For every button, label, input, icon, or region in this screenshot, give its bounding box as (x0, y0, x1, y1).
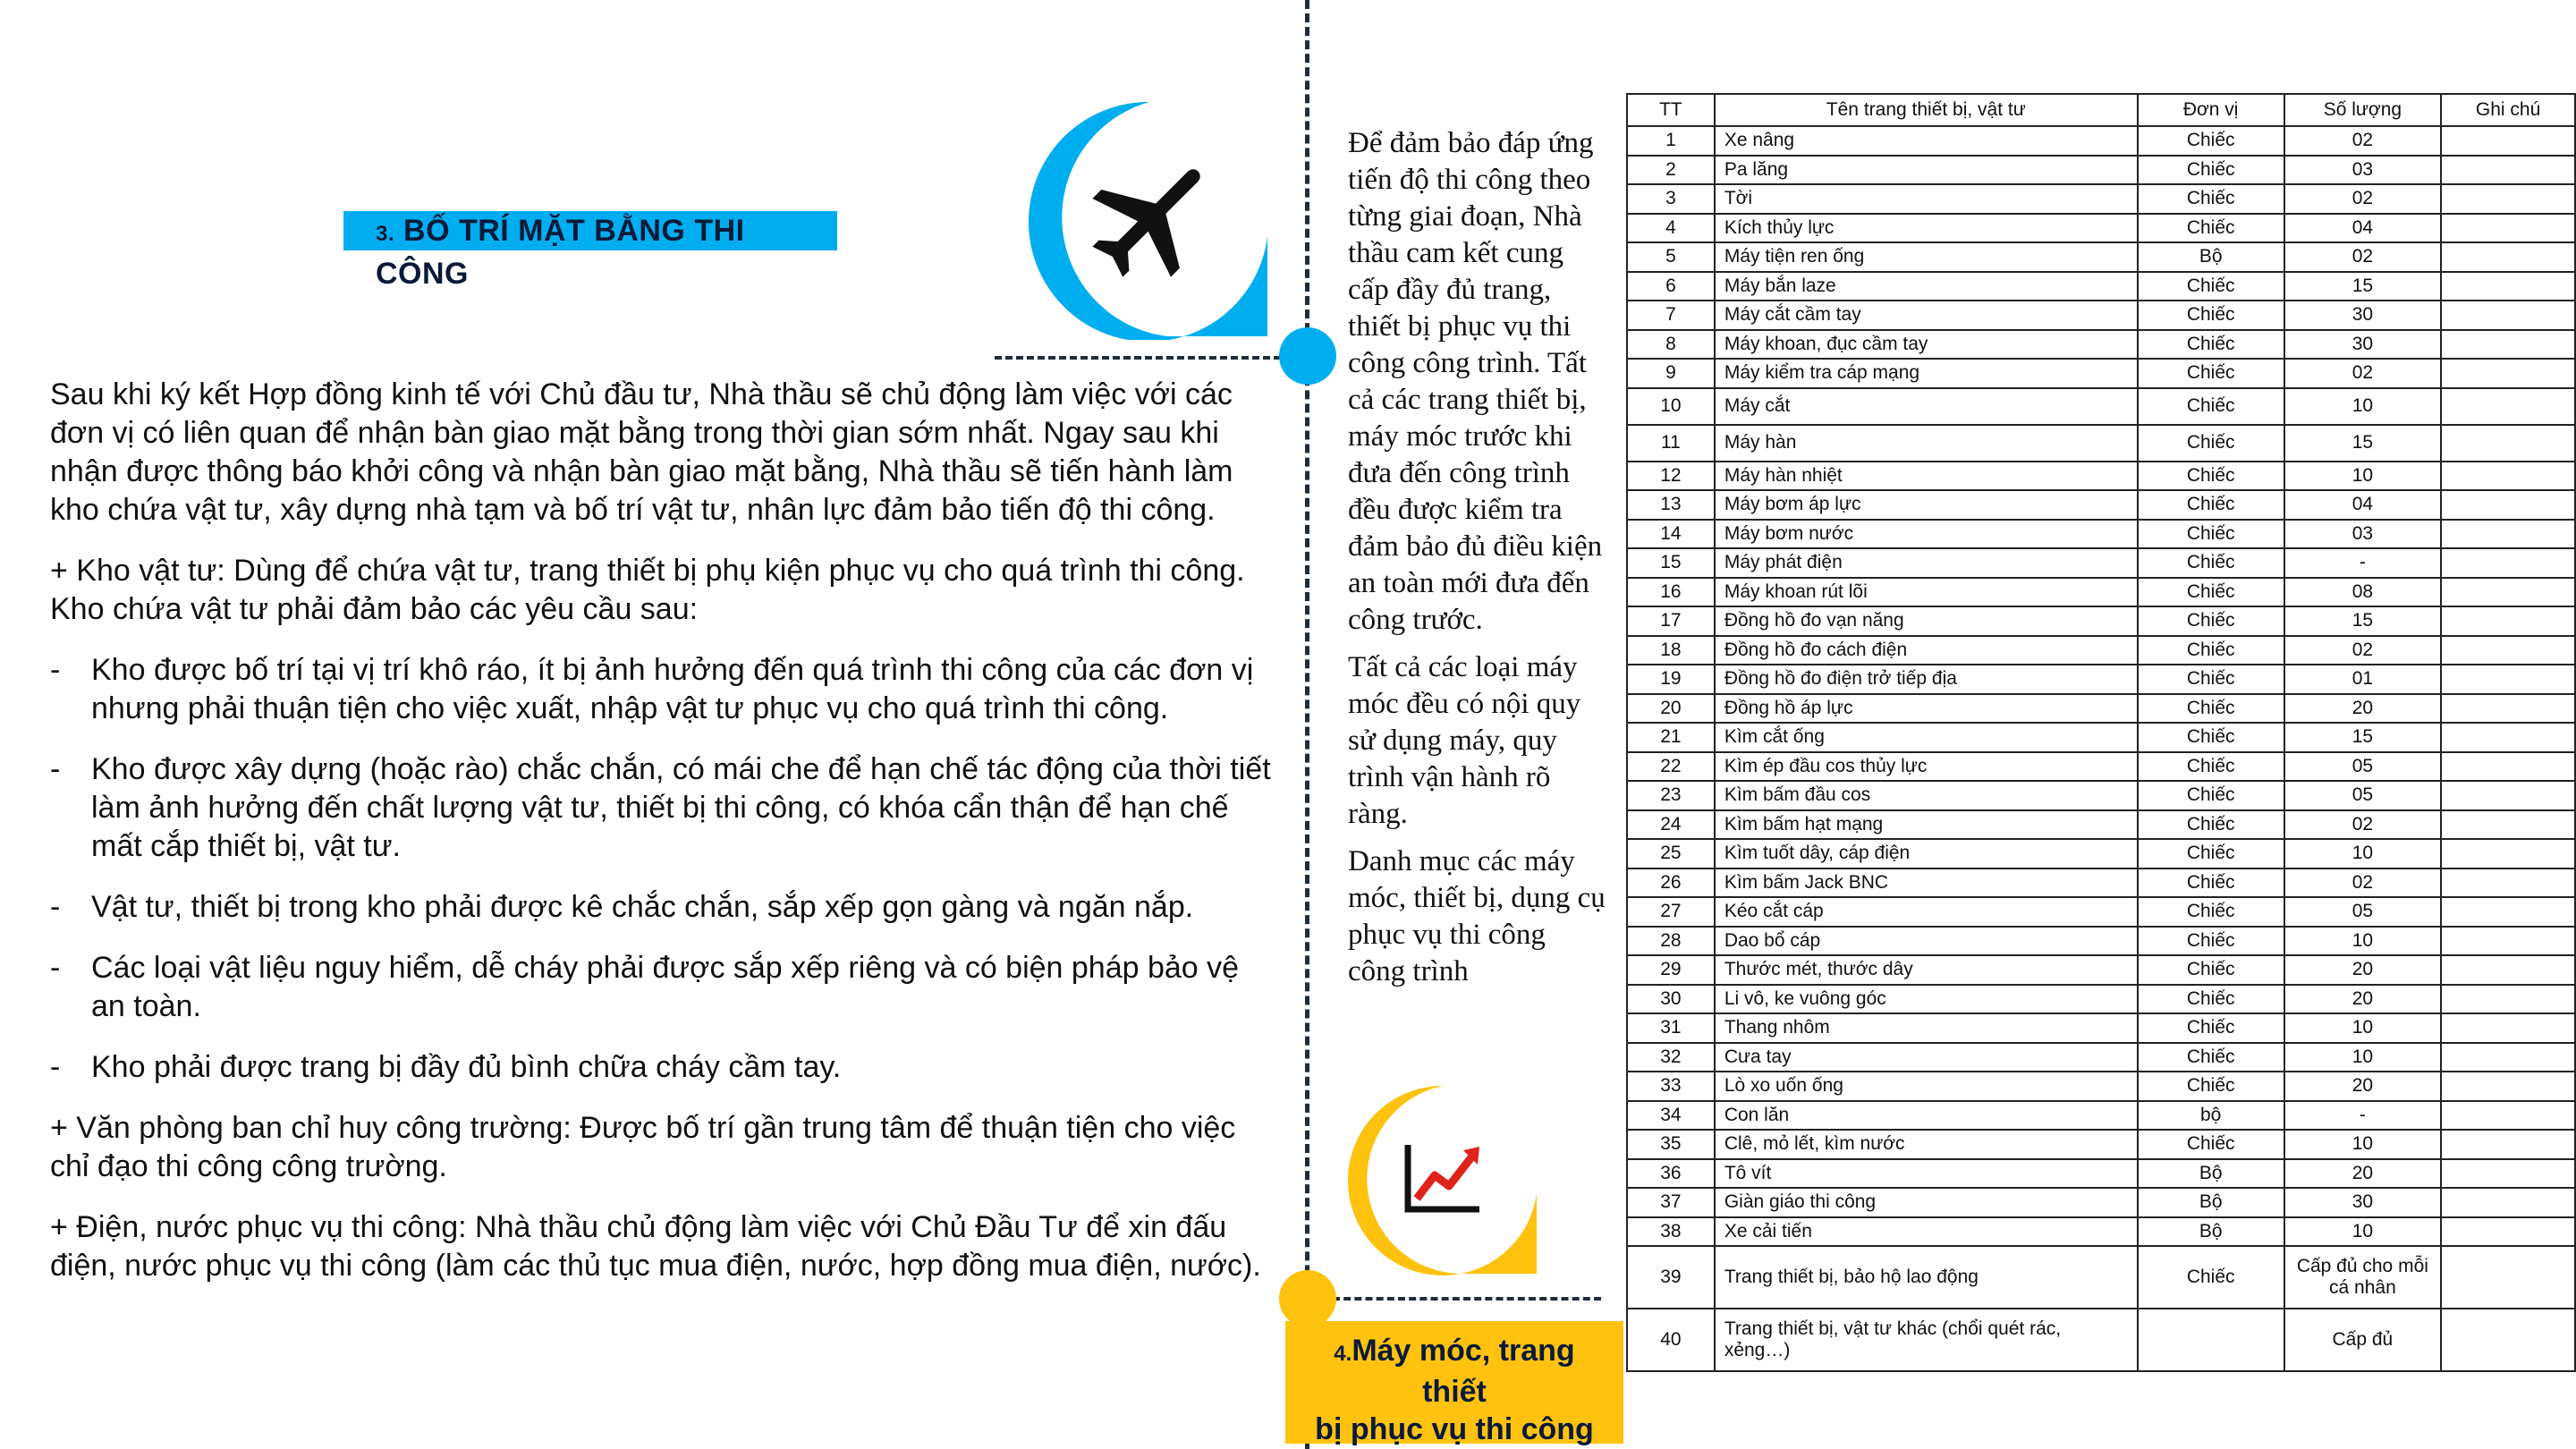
cell-quantity: 03 (2284, 520, 2442, 549)
cell-tt: 12 (1627, 462, 1715, 491)
table-row (1627, 1043, 2575, 1072)
cell-unit: Chiếc (2138, 578, 2284, 607)
cell-note (2441, 1043, 2575, 1072)
header-tt: TT (1627, 94, 1715, 126)
cell-tt: 19 (1627, 665, 1715, 694)
cell-name: Kéo cắt cáp (1715, 897, 2138, 927)
cell-tt: 36 (1627, 1159, 1715, 1189)
cell-tt: 3 (1627, 184, 1715, 214)
cell-unit: Chiếc (2138, 184, 2284, 214)
table-row (1627, 606, 2575, 636)
cell-note (2441, 126, 2575, 156)
cell-tt: 39 (1627, 1246, 1715, 1309)
section-3-title: BỐ TRÍ MẶT BẰNG THI CÔNG (376, 214, 745, 291)
table-row (1627, 388, 2575, 425)
requirement-item: - Kho phải được trang bị đầy đủ bình chữa cháy cầm tay. (50, 1048, 1275, 1087)
cell-unit: Chiếc (2138, 723, 2284, 752)
table-row (1627, 752, 2575, 782)
cell-note (2441, 1130, 2575, 1159)
cell-tt: 1 (1627, 126, 1715, 156)
cell-tt: 35 (1627, 1130, 1715, 1159)
cell-name: Xe cải tiến (1715, 1217, 2138, 1247)
cell-name: Kìm bấm đầu cos (1715, 781, 2138, 810)
cell-tt: 25 (1627, 839, 1715, 869)
cell-note (2441, 810, 2575, 840)
cell-unit: Chiếc (2138, 388, 2284, 425)
cell-note (2441, 578, 2575, 607)
cell-note (2441, 927, 2575, 956)
cell-unit: Chiếc (2138, 636, 2284, 665)
cell-name: Máy khoan rút lõi (1715, 578, 2138, 607)
cell-note (2441, 359, 2575, 388)
cell-quantity: 20 (2284, 955, 2442, 985)
cell-unit: Chiếc (2138, 606, 2284, 636)
table-row (1627, 578, 2575, 607)
header-quantity: Số lượng (2284, 94, 2442, 126)
table-row (1627, 927, 2575, 956)
cell-note (2441, 955, 2575, 985)
cell-note (2441, 272, 2575, 301)
cell-note (2441, 723, 2575, 752)
table-row (1627, 242, 2575, 272)
table-row (1627, 1013, 2575, 1043)
cell-quantity: 05 (2284, 897, 2442, 927)
cell-tt: 20 (1627, 694, 1715, 724)
cell-unit: Chiếc (2138, 330, 2284, 360)
cell-name: Tời (1715, 184, 2138, 214)
cell-note (2441, 330, 2575, 360)
cell-name: Clê, mỏ lết, kìm nước (1715, 1130, 2138, 1159)
table-row (1627, 1217, 2575, 1247)
cell-note (2441, 869, 2575, 898)
rising-chart-icon (1345, 1082, 1542, 1277)
table-row (1627, 330, 2575, 360)
cell-note (2441, 301, 2575, 330)
cell-note (2441, 156, 2575, 185)
cell-name: Máy phát điện (1715, 548, 2138, 578)
table-row (1627, 272, 2575, 301)
cell-quantity: 10 (2284, 1043, 2442, 1072)
cell-name: Cưa tay (1715, 1043, 2138, 1072)
cell-name: Máy hàn (1715, 425, 2138, 462)
cell-tt: 23 (1627, 781, 1715, 810)
cell-note (2441, 665, 2575, 694)
table-row (1627, 1130, 2575, 1159)
table-row (1627, 839, 2575, 869)
cell-tt: 8 (1627, 330, 1715, 360)
cell-name: Dao bổ cáp (1715, 927, 2138, 956)
cell-note (2441, 985, 2575, 1014)
cell-name: Tô vít (1715, 1159, 2138, 1189)
table-row (1627, 462, 2575, 491)
cell-unit: Bộ (2138, 1159, 2284, 1189)
cell-quantity: 10 (2284, 839, 2442, 869)
timeline-dot-blue (1279, 327, 1336, 385)
section-4-heading (1285, 1321, 1623, 1444)
cell-quantity: 10 (2284, 388, 2442, 425)
table-row (1627, 636, 2575, 665)
table-body (1627, 126, 2575, 1371)
cell-tt: 37 (1627, 1188, 1715, 1217)
cell-unit: Chiếc (2138, 548, 2284, 578)
cell-quantity: 02 (2284, 810, 2442, 840)
office-paragraph: + Văn phòng ban chỉ huy công trường: Được bố trí gần trung tâm để thuận tiện cho việc chỉ đạo thi công công trường. (50, 1111, 1236, 1183)
section-4-number: 4. (1334, 1342, 1352, 1366)
cell-tt: 29 (1627, 955, 1715, 985)
cell-note (2441, 606, 2575, 636)
requirement-item: - Các loại vật liệu nguy hiểm, dễ cháy phải được sắp xếp riêng và có biện pháp bảo vệ an toàn. (50, 949, 1275, 1026)
table-row (1627, 301, 2575, 330)
cell-unit: Chiếc (2138, 520, 2284, 549)
cell-unit: Chiếc (2138, 359, 2284, 388)
cell-quantity: 04 (2284, 490, 2442, 520)
section-4-line-1: Máy móc, trang (1352, 1334, 1575, 1368)
cell-name: Kìm ép đầu cos thủy lực (1715, 752, 2138, 782)
cell-tt: 26 (1627, 869, 1715, 898)
section-3-body (50, 376, 1275, 1308)
cell-tt: 24 (1627, 810, 1715, 840)
cell-name: Máy tiện ren ống (1715, 242, 2138, 272)
cell-unit: Chiếc (2138, 810, 2284, 840)
warehouse-paragraph: + Kho vật tư: Dùng để chứa vật tư, trang thiết bị phụ kiện phục vụ cho quá trình thi công. Kho chứa vật tư phải đảm bảo các yêu cầu sau: (50, 554, 1245, 626)
vertical-divider (1305, 0, 1309, 1449)
table-row (1627, 184, 2575, 214)
cell-quantity: 02 (2284, 184, 2442, 214)
table-row (1627, 126, 2575, 156)
cell-tt: 5 (1627, 242, 1715, 272)
cell-unit: Bộ (2138, 242, 2284, 272)
table-row (1627, 520, 2575, 549)
cell-quantity: 30 (2284, 301, 2442, 330)
cell-unit: Bộ (2138, 1217, 2284, 1247)
cell-note (2441, 1309, 2575, 1371)
cell-quantity: 15 (2284, 425, 2442, 462)
cell-quantity: 15 (2284, 723, 2442, 752)
cell-note (2441, 1072, 2575, 1101)
cell-unit: Chiếc (2138, 839, 2284, 869)
table-row (1627, 1072, 2575, 1101)
cell-unit: Bộ (2138, 1188, 2284, 1217)
cell-tt: 31 (1627, 1013, 1715, 1043)
cell-name: Pa lăng (1715, 156, 2138, 185)
table-row (1627, 955, 2575, 985)
table-row (1627, 665, 2575, 694)
cell-note (2441, 490, 2575, 520)
cell-quantity: 20 (2284, 694, 2442, 724)
cell-note (2441, 548, 2575, 578)
cell-name: Kìm bấm hạt mạng (1715, 810, 2138, 840)
table-row (1627, 694, 2575, 724)
cell-unit: Chiếc (2138, 694, 2284, 724)
table-row (1627, 214, 2575, 243)
cell-quantity: 01 (2284, 665, 2442, 694)
cell-quantity: 02 (2284, 636, 2442, 665)
cell-quantity: 04 (2284, 214, 2442, 243)
cell-name: Trang thiết bị, bảo hộ lao động (1715, 1246, 2138, 1309)
cell-tt: 21 (1627, 723, 1715, 752)
section-3-heading (343, 211, 837, 291)
cell-tt: 40 (1627, 1309, 1715, 1371)
table-row (1627, 810, 2575, 840)
cell-name: Máy cắt (1715, 388, 2138, 425)
requirement-item: - Kho được xây dựng (hoặc rào) chắc chắn, có mái che để hạn chế tác động của thời tiết làm ảnh hưởng đến chất lượng vật tư, thiết bị thi công, có khóa cẩn thận để hạn chế mất cắp thiết bị, vật tư. (50, 750, 1275, 866)
cell-quantity: 08 (2284, 578, 2442, 607)
table-row (1627, 425, 2575, 462)
cell-name: Máy hàn nhiệt (1715, 462, 2138, 491)
table-row (1627, 1246, 2575, 1309)
cell-tt: 11 (1627, 425, 1715, 462)
table-row (1627, 1188, 2575, 1217)
header-note: Ghi chú (2441, 94, 2575, 126)
cell-quantity: 15 (2284, 272, 2442, 301)
cell-quantity: 05 (2284, 752, 2442, 782)
cell-quantity: 30 (2284, 1188, 2442, 1217)
cell-unit: Chiếc (2138, 1246, 2284, 1309)
cell-quantity: 30 (2284, 330, 2442, 360)
table-row (1627, 723, 2575, 752)
cell-name: Kìm tuốt dây, cáp điện (1715, 839, 2138, 869)
cell-quantity: 02 (2284, 359, 2442, 388)
cell-unit: Chiếc (2138, 214, 2284, 243)
table-row (1627, 156, 2575, 185)
cell-unit: Chiếc (2138, 1043, 2284, 1072)
requirement-item: - Vật tư, thiết bị trong kho phải được kê chắc chắn, sắp xếp gọn gàng và ngăn nắp. (50, 888, 1275, 927)
equipment-table (1626, 93, 2576, 1372)
cell-quantity: 10 (2284, 462, 2442, 491)
cell-quantity: 10 (2284, 927, 2442, 956)
cell-name: Máy bơm áp lực (1715, 490, 2138, 520)
cell-quantity: 03 (2284, 156, 2442, 185)
cell-quantity: 15 (2284, 606, 2442, 636)
middle-paragraph: Danh mục các máy móc, thiết bị, dụng cụ phục vụ thi công công trình (1348, 845, 1606, 987)
cell-name: Kích thủy lực (1715, 214, 2138, 243)
cell-unit: bộ (2138, 1101, 2284, 1131)
cell-quantity: Cấp đủ cho mỗi cá nhân (2284, 1246, 2442, 1309)
divider-line-top (995, 356, 1281, 360)
cell-note (2441, 1159, 2575, 1189)
table-row (1627, 1101, 2575, 1131)
cell-quantity: 10 (2284, 1217, 2442, 1247)
cell-unit: Chiếc (2138, 781, 2284, 810)
cell-note (2441, 214, 2575, 243)
cell-unit (2138, 1309, 2284, 1371)
table-row (1627, 1159, 2575, 1189)
cell-quantity: 20 (2284, 985, 2442, 1014)
cell-tt: 32 (1627, 1043, 1715, 1072)
cell-name: Lò xo uốn ống (1715, 1072, 2138, 1101)
cell-name: Máy khoan, đục cầm tay (1715, 330, 2138, 360)
section-4-line-3: bị phục vụ thi công (1315, 1412, 1594, 1446)
cell-unit: Chiếc (2138, 955, 2284, 985)
table-row (1627, 1309, 2575, 1371)
cell-unit: Chiếc (2138, 897, 2284, 927)
cell-unit: Chiếc (2138, 1130, 2284, 1159)
cell-name: Đồng hồ đo điện trở tiếp địa (1715, 665, 2138, 694)
cell-tt: 30 (1627, 985, 1715, 1014)
cell-name: Máy bơm nước (1715, 520, 2138, 549)
cell-unit: Chiếc (2138, 985, 2284, 1014)
table-row (1627, 781, 2575, 810)
middle-paragraph: Tất cả các loại máy móc đều có nội quy sử dụng máy, quy trình vận hành rõ ràng. (1348, 651, 1581, 830)
cell-tt: 17 (1627, 606, 1715, 636)
table-row (1627, 359, 2575, 388)
cell-tt: 2 (1627, 156, 1715, 185)
cell-quantity: Cấp đủ (2284, 1309, 2442, 1371)
cell-note (2441, 184, 2575, 214)
middle-paragraph: Để đảm bảo đáp ứng tiến độ thi công theo từng giai đoạn, Nhà thầu cam kết cung cấp đầy đủ trang, thiết bị phục vụ thi công công trình. Tất cả các trang thiết bị, máy móc trước khi đưa đến công trình đều được kiểm tra đảm bảo đủ điều kiện an toàn mới đưa đến công trước. (1348, 127, 1603, 636)
cell-tt: 13 (1627, 490, 1715, 520)
cell-name: Đồng hồ áp lực (1715, 694, 2138, 724)
cell-note (2441, 388, 2575, 425)
cell-tt: 33 (1627, 1072, 1715, 1101)
cell-name: Đồng hồ đo cách điện (1715, 636, 2138, 665)
cell-tt: 27 (1627, 897, 1715, 927)
header-unit: Đơn vị (2138, 94, 2284, 126)
requirement-item: - Kho được bố trí tại vị trí khô ráo, ít bị ảnh hưởng đến quá trình thi công của các đơn vị nhưng phải thuận tiện cho việc xuất, nhập vật tư phục vụ cho quá trình thi công. (50, 651, 1275, 728)
cell-note (2441, 1013, 2575, 1043)
table-header-row (1627, 94, 2575, 126)
cell-quantity: - (2284, 548, 2442, 578)
cell-note (2441, 462, 2575, 491)
cell-unit: Chiếc (2138, 272, 2284, 301)
cell-name: Máy cắt cầm tay (1715, 301, 2138, 330)
cell-name: Đồng hồ đo vạn năng (1715, 606, 2138, 636)
cell-tt: 9 (1627, 359, 1715, 388)
cell-tt: 14 (1627, 520, 1715, 549)
cell-note (2441, 839, 2575, 869)
cell-unit: Chiếc (2138, 462, 2284, 491)
section-4-line-2: thiết (1422, 1375, 1487, 1409)
cell-note (2441, 1217, 2575, 1247)
cell-unit: Chiếc (2138, 752, 2284, 782)
cell-unit: Chiếc (2138, 301, 2284, 330)
cell-note (2441, 425, 2575, 462)
cell-quantity: 02 (2284, 869, 2442, 898)
cell-quantity: 05 (2284, 781, 2442, 810)
cell-unit: Chiếc (2138, 665, 2284, 694)
cell-name: Kìm cắt ống (1715, 723, 2138, 752)
cell-unit: Chiếc (2138, 156, 2284, 185)
cell-tt: 38 (1627, 1217, 1715, 1247)
cell-note (2441, 242, 2575, 272)
cell-note (2441, 694, 2575, 724)
cell-quantity: 02 (2284, 242, 2442, 272)
cell-quantity: - (2284, 1101, 2442, 1131)
cell-note (2441, 897, 2575, 927)
intro-paragraph: Sau khi ký kết Hợp đồng kinh tế với Chủ đầu tư, Nhà thầu sẽ chủ động làm việc với các đơn vị có liên quan để nhận bàn giao mặt bằng trong thời gian sớm nhất. Ngay sau khi nhận được thông báo khởi công và nhận bàn giao mặt bằng, Nhà thầu sẽ tiến hành làm kho chứa vật tư, xây dựng nhà tạm và bố trí vật tư, nhân lực đảm bảo tiến độ thi công. (50, 377, 1233, 527)
cell-quantity: 20 (2284, 1159, 2442, 1189)
cell-name: Kìm bấm Jack BNC (1715, 869, 2138, 898)
section-3-number: 3. (376, 222, 395, 246)
table-row (1627, 869, 2575, 898)
cell-name: Xe nâng (1715, 126, 2138, 156)
cell-name: Trang thiết bị, vật tư khác (chổi quét rác, xẻng…) (1715, 1309, 2138, 1371)
cell-note (2441, 636, 2575, 665)
table-row (1627, 897, 2575, 927)
cell-name: Giàn giáo thi công (1715, 1188, 2138, 1217)
cell-name: Máy bắn laze (1715, 272, 2138, 301)
cell-tt: 6 (1627, 272, 1715, 301)
cell-note (2441, 1188, 2575, 1217)
utilities-paragraph: + Điện, nước phục vụ thi công: Nhà thầu chủ động làm việc với Chủ Đầu Tư để xin đấu điện, nước phục vụ thi công (làm các thủ tục mua điện, nước, hợp đồng mua điện, nước). (50, 1210, 1261, 1283)
table-row (1627, 548, 2575, 578)
cell-note (2441, 1246, 2575, 1309)
cell-tt: 16 (1627, 578, 1715, 607)
cell-unit: Chiếc (2138, 126, 2284, 156)
cell-quantity: 10 (2284, 1013, 2442, 1043)
table-row (1627, 490, 2575, 520)
cell-quantity: 20 (2284, 1072, 2442, 1101)
divider-line-bottom (1333, 1297, 1601, 1301)
cell-unit: Chiếc (2138, 490, 2284, 520)
middle-column (1348, 125, 1607, 1001)
cell-note (2441, 520, 2575, 549)
cell-name: Máy kiểm tra cáp mạng (1715, 359, 2138, 388)
cell-note (2441, 1101, 2575, 1131)
cell-tt: 4 (1627, 214, 1715, 243)
cell-tt: 34 (1627, 1101, 1715, 1131)
timeline-dot-yellow (1279, 1270, 1336, 1327)
table-row (1627, 985, 2575, 1014)
cell-name: Con lăn (1715, 1101, 2138, 1131)
header-name: Tên trang thiết bị, vật tư (1715, 94, 2138, 126)
cell-tt: 28 (1627, 927, 1715, 956)
cell-unit: Chiếc (2138, 927, 2284, 956)
airplane-icon (1024, 97, 1275, 340)
cell-unit: Chiếc (2138, 869, 2284, 898)
cell-unit: Chiếc (2138, 1013, 2284, 1043)
cell-tt: 7 (1627, 301, 1715, 330)
cell-tt: 10 (1627, 388, 1715, 425)
cell-tt: 15 (1627, 548, 1715, 578)
cell-quantity: 02 (2284, 126, 2442, 156)
cell-name: Li vô, ke vuông góc (1715, 985, 2138, 1014)
cell-unit: Chiếc (2138, 1072, 2284, 1101)
cell-tt: 18 (1627, 636, 1715, 665)
cell-name: Thang nhôm (1715, 1013, 2138, 1043)
cell-quantity: 10 (2284, 1130, 2442, 1159)
cell-name: Thước mét, thước dây (1715, 955, 2138, 985)
cell-note (2441, 781, 2575, 810)
cell-note (2441, 752, 2575, 782)
cell-tt: 22 (1627, 752, 1715, 782)
cell-unit: Chiếc (2138, 425, 2284, 462)
